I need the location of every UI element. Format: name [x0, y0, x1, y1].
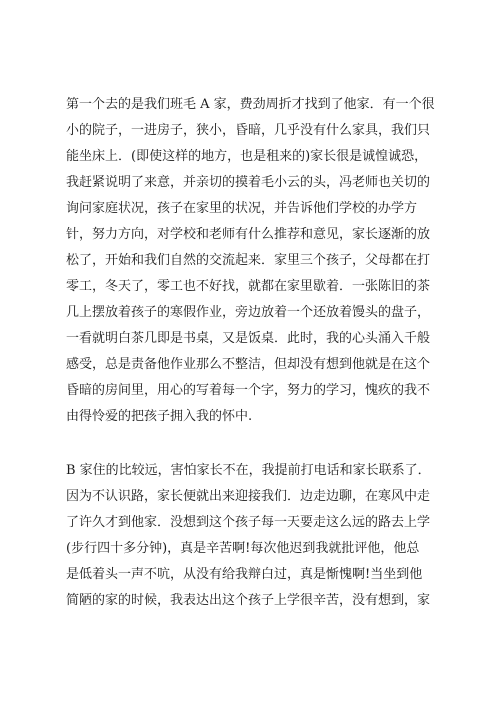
paragraph-line: 昏暗的房间里，用心的写着每一个字，努力的学习，愧疚的我不 [66, 383, 431, 398]
paragraph-line: 了许久才到他家．没想到这个孩子每一天要走这么远的路去上学 [66, 515, 431, 530]
paragraph-line: 是低着头一声不吭，从没有给我辩白过，真是惭愧啊!当坐到他 [66, 567, 423, 582]
paragraph-line: 松了，开始和我们自然的交流起来．家里三个孩子，父母都在打 [66, 253, 431, 268]
paragraph-line: 因为不认识路，家长便就出来迎接我们．边走边聊，在寒风中走 [66, 489, 431, 504]
paragraph-2 [66, 458, 438, 614]
paragraph-line: 第一个去的是我们班毛 A 家，费劲周折才找到了他家．有一个很 [66, 97, 435, 112]
paragraph-line: 几上摆放着孩子的寒假作业，旁边放着一个还放着馒头的盘子， [66, 305, 431, 320]
paragraph-line: (步行四十多分钟)，真是辛苦啊!每次他迟到我就批评他，他总 [66, 541, 420, 556]
paragraph-line: 一看就明白茶几即是书桌，又是饭桌．此时，我的心头涌入千般 [66, 331, 431, 346]
paragraph-line: 由得怜爱的把孩子拥入我的怀中. [66, 409, 253, 424]
paragraph-line: 询问家庭状况，孩子在家里的状况，并告诉他们学校的办学方 [66, 201, 418, 216]
paragraph-line: 我赶紧说明了来意，并亲切的摸着毛小云的头，冯老师也关切的 [66, 175, 431, 190]
paragraph-line: 感受，总是责备他作业那么不整洁，但却没有想到他就是在这个 [66, 357, 431, 372]
paragraph-line: 简陋的家的时候，我表达出这个孩子上学很辛苦，没有想到，家 [66, 593, 431, 608]
paragraph-line: 小的院子，一进房子，狭小，昏暗，几乎没有什么家具，我们只 [66, 123, 431, 138]
paragraph-line: B 家住的比较远，害怕家长不在，我提前打电话和家长联系了． [66, 463, 431, 478]
paragraph-1 [66, 92, 438, 430]
paragraph-line: 零工，冬天了，零工也不好找，就都在家里歇着．一张陈旧的茶 [66, 279, 431, 294]
paragraph-line: 能坐床上．(即使这样的地方，也是租来的)家长很是诚惶诚恐， [66, 149, 428, 164]
paragraph-line: 针，努力方向，对学校和老师有什么推荐和意见，家长逐渐的放 [66, 227, 431, 242]
